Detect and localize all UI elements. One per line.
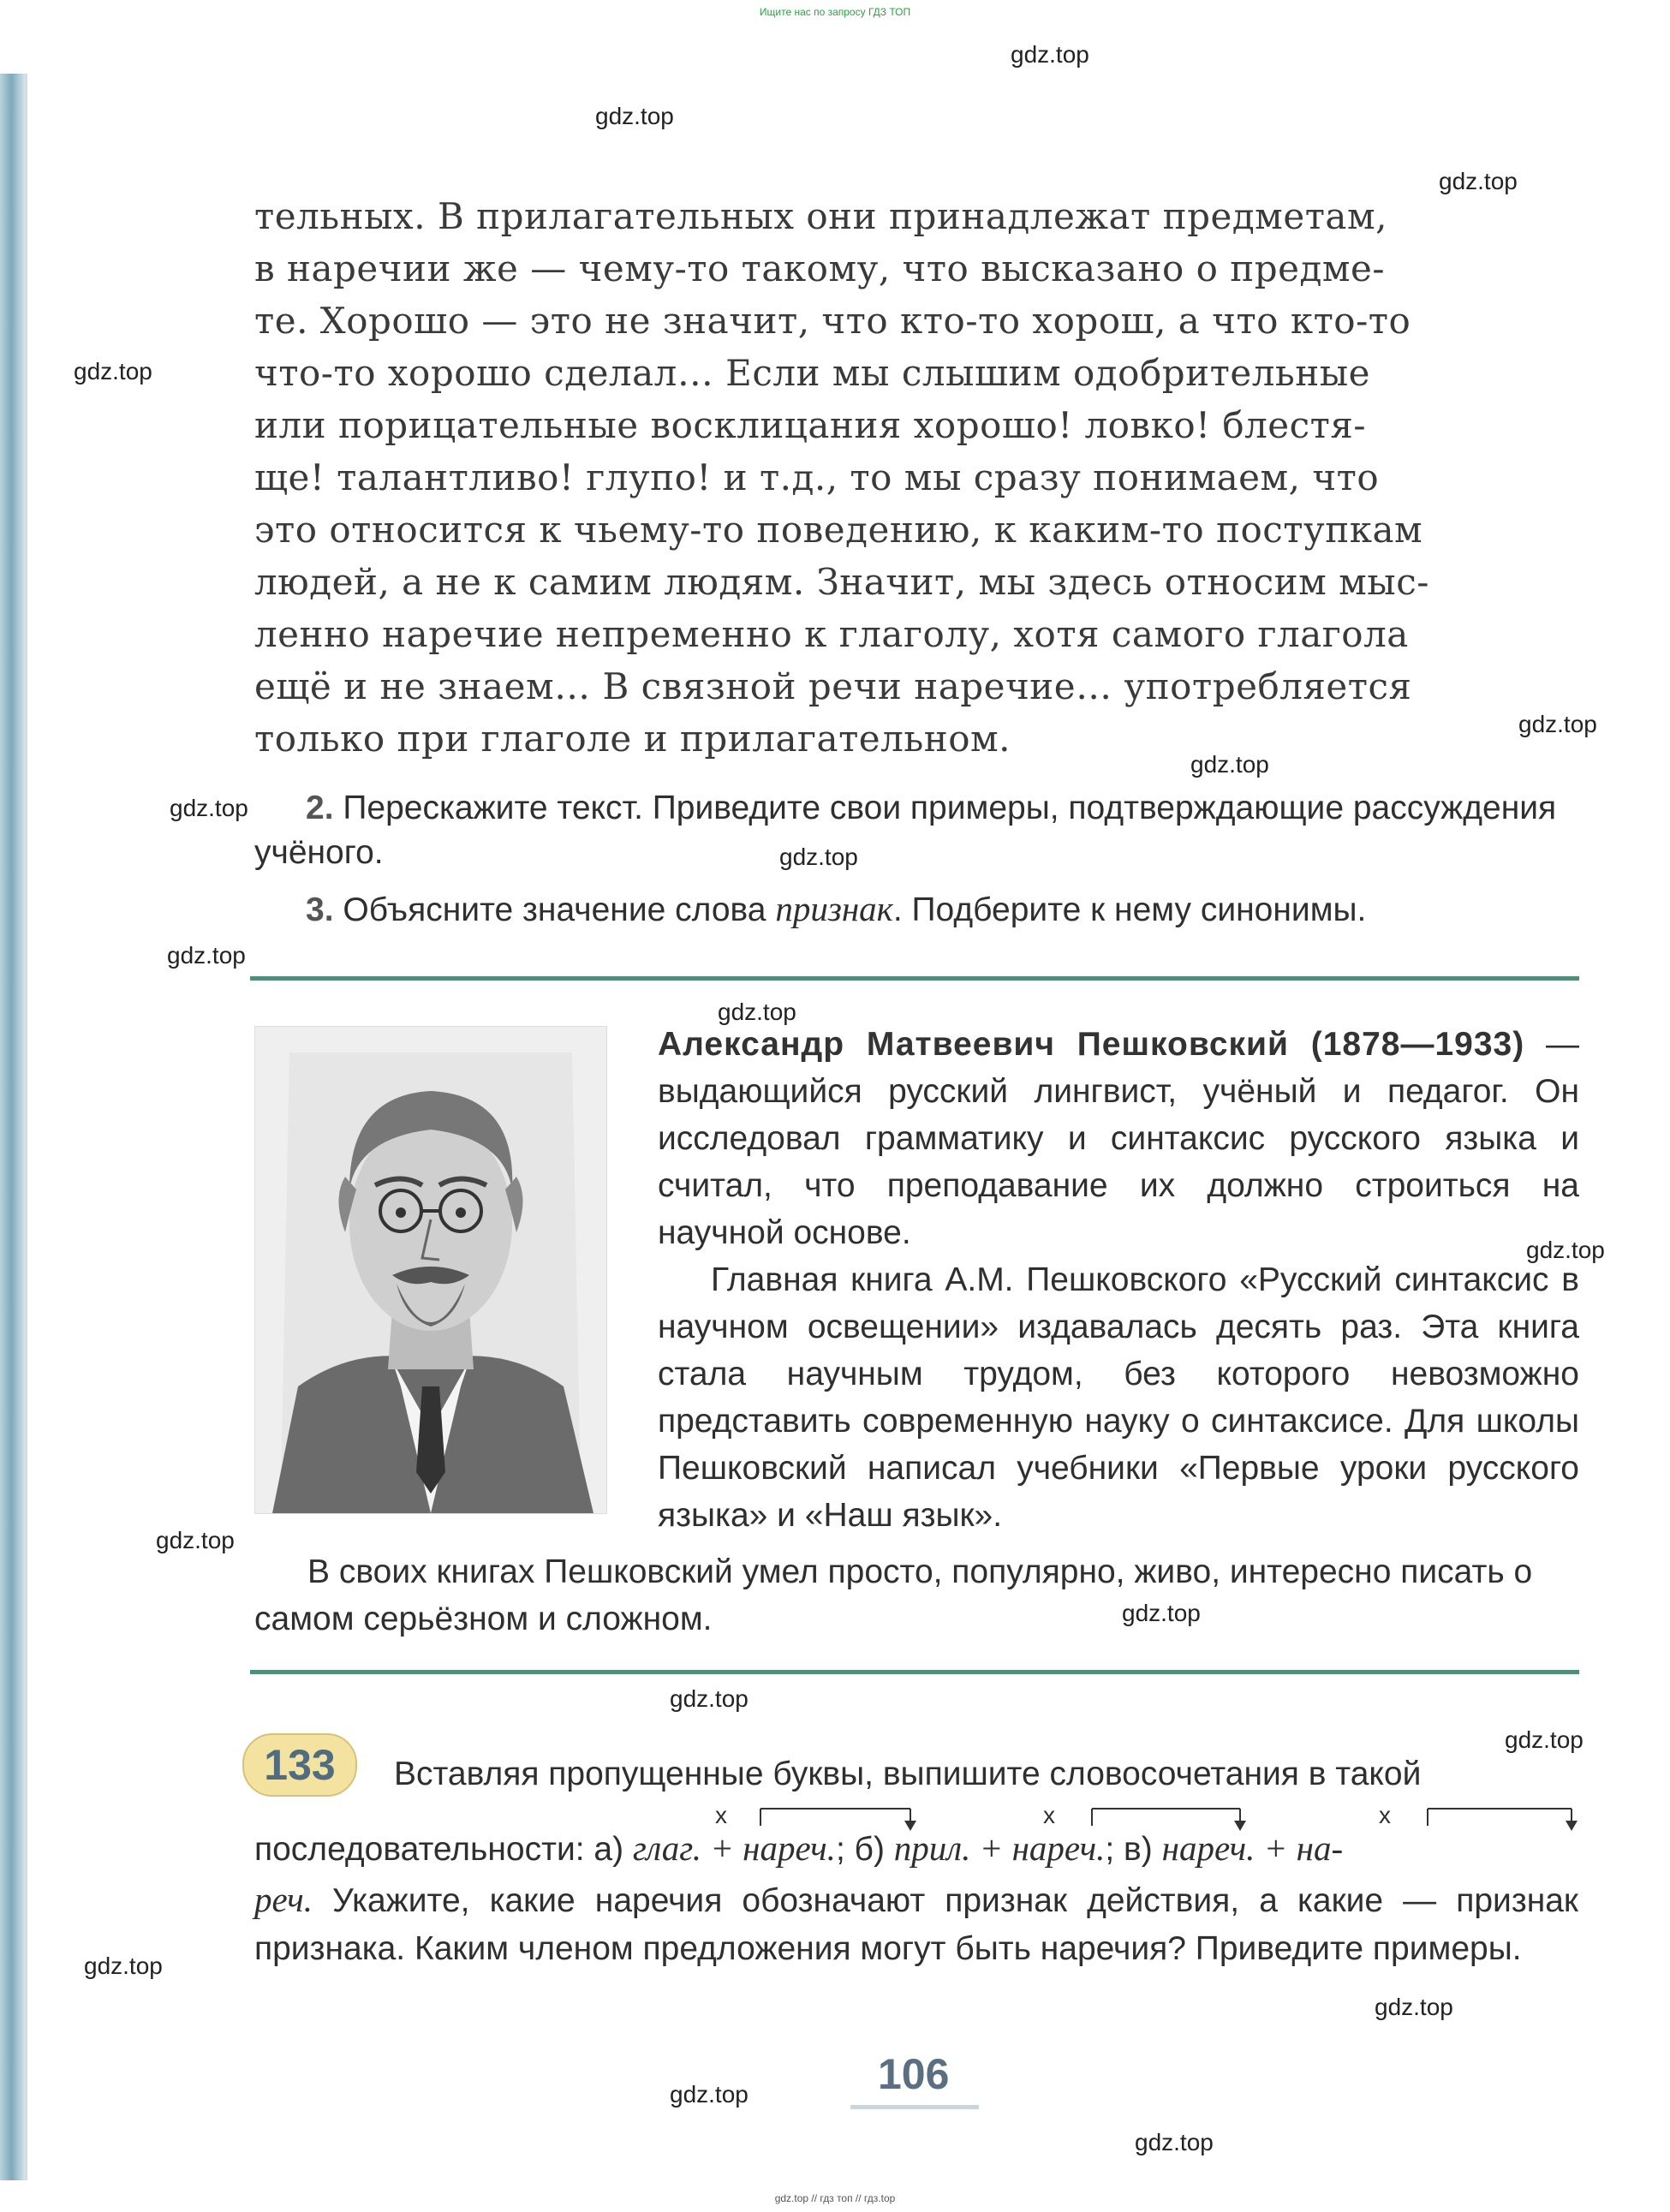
task-number: 3. bbox=[306, 891, 334, 928]
page-number-underline bbox=[850, 2105, 979, 2109]
sequence-intro: последовательности: а) bbox=[254, 1831, 624, 1868]
scheme-x-b: x bbox=[1043, 1802, 1055, 1828]
watermark: gdz.top bbox=[1190, 751, 1269, 778]
pattern-b-label: ; б) bbox=[835, 1831, 885, 1868]
watermark: gdz.top bbox=[1505, 1726, 1584, 1753]
quote-line: ще! талантливо! глупо! и т.д., то мы сразу понимаем, что bbox=[254, 456, 1380, 498]
portrait-drawing bbox=[255, 1027, 606, 1513]
quote-text bbox=[254, 190, 1578, 765]
watermark: gdz.top bbox=[74, 358, 152, 385]
quote-line: что-то хорошо сделал… Если мы слышим одобрительные bbox=[254, 352, 1371, 394]
quote-line: это относится к чьему-то поведению, к каким-то поступкам bbox=[254, 509, 1423, 551]
watermark: gdz.top bbox=[1439, 168, 1518, 194]
watermark: gdz.top bbox=[670, 2081, 749, 2108]
exercise-rest bbox=[254, 1875, 1578, 1973]
quote-line: людей, а не к самим людям. Значит, мы здесь относим мыс- bbox=[254, 561, 1429, 603]
watermark: gdz.top bbox=[84, 1953, 163, 1979]
bio-paragraph-3: В своих книгах Пешковский умел просто, популярно, живо, интересно писать о самом серьёзном и сложном. bbox=[254, 1553, 1533, 1637]
watermark: gdz.top bbox=[156, 1527, 235, 1553]
bio-paragraph-2: Главная книга А.М. Пешковского «Русский синтаксис в научном освещении» издавалась десять раз. Эта книга стала научным трудом, без которого невозможно представить современную науку о синтаксисе. Для школы Пешковский написал учебники «Первые уроки русского языка» и «Наш язык». bbox=[658, 1261, 1579, 1534]
exercise-instructions: Укажите, какие наречия обозначают признак действия, а какие — признак признака. Каким членом предложения могут быть наречия? Приведите примеры. bbox=[254, 1882, 1578, 1967]
exercise-number-badge bbox=[242, 1733, 357, 1797]
page-edge-line bbox=[26, 74, 27, 2180]
watermark: gdz.top bbox=[1375, 1994, 1453, 2020]
exercise-line-1: Вставляя пропущенные буквы, выпишите словосочетания в такой bbox=[394, 1756, 1422, 1792]
header-note[interactable]: Ищите нас по запросу ГДЗ ТОП bbox=[759, 6, 911, 18]
exercise-number: 133 bbox=[264, 1741, 336, 1789]
watermark: gdz.top bbox=[595, 103, 674, 129]
watermark: gdz.top bbox=[670, 1685, 749, 1712]
pattern-c: нареч. + на- bbox=[1161, 1828, 1344, 1868]
portrait-image bbox=[254, 1026, 607, 1514]
watermark: gdz.top bbox=[1526, 1237, 1605, 1263]
quote-line: тельных. В прилагательных они принадлежат предметам, bbox=[254, 195, 1387, 237]
pattern-c-label: ; в) bbox=[1105, 1831, 1153, 1868]
page-edge bbox=[0, 74, 26, 2180]
divider bbox=[250, 1670, 1579, 1674]
quote-line: или порицательные восклицания хорошо! ловко! блестя- bbox=[254, 404, 1367, 446]
divider bbox=[250, 976, 1579, 981]
task-keyword: признак bbox=[775, 889, 893, 928]
footer-note[interactable]: gdz.top // гдз топ // гдз.top bbox=[774, 2192, 896, 2204]
task-3 bbox=[254, 886, 1578, 933]
watermark: gdz.top bbox=[718, 999, 796, 1025]
pattern-c-continued: реч. bbox=[254, 1880, 313, 1919]
biography bbox=[658, 1021, 1579, 1539]
task-number: 2. bbox=[306, 790, 334, 826]
quote-line: ещё и не знаем… В связной речи наречие… употребляется bbox=[254, 665, 1412, 707]
watermark: gdz.top bbox=[1518, 711, 1597, 737]
task-text: Перескажите текст. Приведите свои примеры, подтверждающие рассуждения учёного. bbox=[254, 790, 1557, 871]
pattern-a: глаг. + нареч. bbox=[632, 1828, 836, 1868]
scheme-x-c: x bbox=[1379, 1802, 1391, 1828]
page-number: 106 bbox=[878, 2050, 950, 2098]
watermark: gdz.top bbox=[1135, 2129, 1214, 2155]
quote-line: в наречии же — чему-то такому, что высказано о предме- bbox=[254, 247, 1386, 289]
scheme-x-a: x bbox=[715, 1802, 727, 1828]
task-text: Объясните значение слова bbox=[343, 891, 766, 928]
watermark: gdz.top bbox=[1011, 41, 1089, 68]
task-text-end: . Подберите к нему синонимы. bbox=[892, 891, 1367, 928]
bio-paragraph-1 bbox=[658, 1021, 1579, 1256]
watermark: gdz.top bbox=[1122, 1600, 1201, 1626]
exercise-line-2 bbox=[254, 1827, 1578, 1869]
quote-line: только при глаголе и прилагательном. bbox=[254, 718, 1011, 760]
scholar-name: Александр Матвеевич Пешковский (1878—1933) bbox=[658, 1026, 1525, 1063]
watermark: gdz.top bbox=[779, 844, 858, 870]
watermark: gdz.top bbox=[170, 795, 248, 821]
pattern-b: прил. + нареч. bbox=[893, 1828, 1106, 1868]
quote-line: те. Хорошо — это не значит, что кто-то хорош, а что кто-то bbox=[254, 300, 1411, 342]
task-2 bbox=[254, 786, 1578, 875]
quote-line: ленно наречие непременно к глаголу, хотя самого глагола bbox=[254, 613, 1409, 655]
bio-intro: — выдающийся русский лингвист, учёный и педагог. Он исследовал грамматику и синтаксис русского языка и считал, что преподавание их должно строиться на научной основе. bbox=[658, 1026, 1579, 1251]
watermark: gdz.top bbox=[167, 942, 246, 969]
